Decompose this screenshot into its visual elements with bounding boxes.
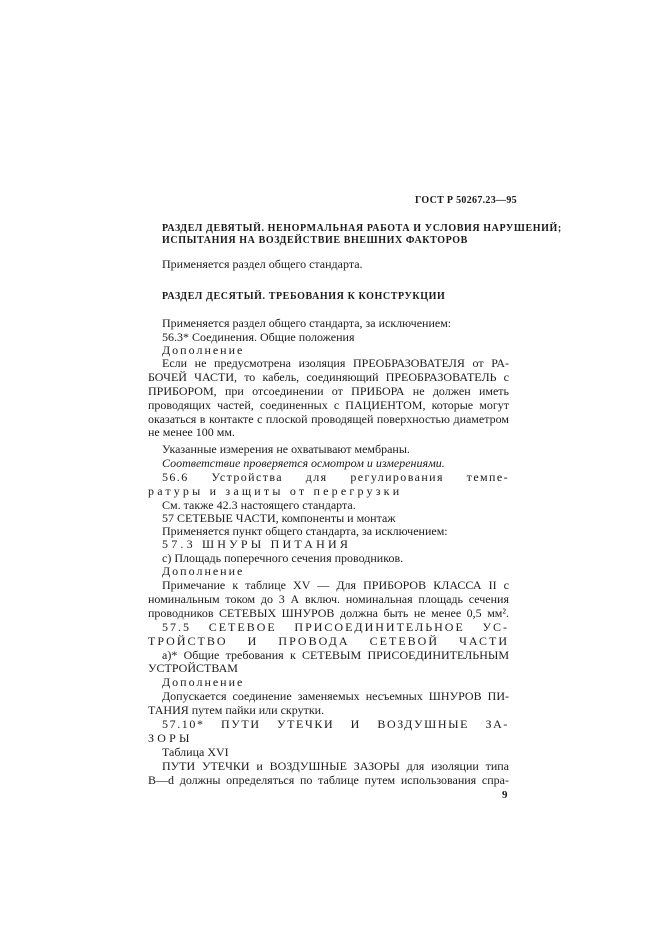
section-10-title: РАЗДЕЛ ДЕСЯТЫЙ. ТРЕБОВАНИЯ К КОНСТРУКЦИИ bbox=[162, 291, 446, 302]
paragraph-line: а)* Общие требования к СЕТЕВЫМ ПРИСОЕДИНИТЕЛЬНЫМ bbox=[162, 648, 509, 662]
paragraph-line: проводящих частей, соединенных с ПАЦИЕНТОМ, которые могут bbox=[148, 398, 509, 412]
paragraph-line: с) Площадь поперечного сечения проводников. bbox=[162, 551, 404, 565]
standard-header: ГОСТ Р 50267.23—95 bbox=[415, 195, 517, 206]
paragraph-line: Примечание к таблице XV — Для ПРИБОРОВ КЛАССА II с bbox=[162, 578, 509, 592]
section-9-title-line1: РАЗДЕЛ ДЕВЯТЫЙ. НЕНОРМАЛЬНАЯ РАБОТА И УСЛОВИЯ НАРУШЕНИЙ; bbox=[162, 223, 562, 234]
paragraph-line: Указанные измерения не охватывают мембраны. bbox=[162, 442, 410, 456]
paragraph-line: УСТРОЙСТВАМ bbox=[148, 661, 238, 675]
table-reference: Таблица XVI bbox=[162, 745, 229, 759]
addition-label: Дополнение bbox=[162, 343, 245, 357]
section-9-text: Применяется раздел общего стандарта. bbox=[162, 257, 363, 271]
clause-heading: 57.10* ПУТИ УТЕЧКИ И ВОЗДУШНЫЕ ЗА- bbox=[162, 717, 509, 731]
paragraph-line: не менее 100 мм. bbox=[148, 425, 235, 439]
clause-heading: 57.3 ШНУРЫ ПИТАНИЯ bbox=[162, 537, 352, 551]
addition-label: Дополнение bbox=[162, 564, 245, 578]
clause-heading: 56.6 Устройства для регулирования темпе- bbox=[162, 470, 509, 484]
clause-heading: 57.5 СЕТЕВОЕ ПРИСОЕДИНИТЕЛЬНОЕ УС- bbox=[162, 620, 509, 634]
paragraph-line: оказаться в контакте с плоской проводящей поверхностью диаметром bbox=[148, 412, 509, 426]
paragraph-line: В—d должны определяться по таблице путем использования спра- bbox=[148, 773, 509, 787]
clause-heading: ЗОРЫ bbox=[148, 731, 193, 745]
paragraph-line: Допускается соединение заменяемых несъемных ШНУРОВ ПИ- bbox=[162, 689, 509, 703]
page-number: 9 bbox=[502, 789, 508, 801]
clause-heading: 57 СЕТЕВЫЕ ЧАСТИ, компоненты и монтаж bbox=[162, 511, 396, 525]
paragraph-line: Если не предусмотрена изоляция ПРЕОБРАЗОВАТЕЛЯ от РА- bbox=[162, 356, 509, 370]
paragraph-line: ТАНИЯ путем пайки или скрутки. bbox=[148, 703, 325, 717]
paragraph-line: ПРИБОРОМ, при отсоединении от ПРИБОРА не должен иметь bbox=[148, 384, 509, 398]
paragraph-line: проводников СЕТЕВЫХ ШНУРОВ должна быть не менее 0,5 мм². bbox=[148, 606, 509, 620]
clause-heading: ратуры и защиты от перегрузки bbox=[148, 484, 403, 498]
clause-heading: ТРОЙСТВО И ПРОВОДА СЕТЕВОЙ ЧАСТИ bbox=[148, 634, 509, 648]
paragraph-line: номинальным током до 3 А включ. номинальная площадь сечения bbox=[148, 592, 509, 606]
paragraph-line: Применяется пункт общего стандарта, за исключением: bbox=[162, 524, 448, 538]
paragraph-line: Применяется раздел общего стандарта, за исключением: bbox=[162, 316, 452, 330]
compliance-note: Соответствие проверяется осмотром и измерениями. bbox=[162, 456, 445, 470]
paragraph-line: См. также 42.3 настоящего стандарта. bbox=[162, 498, 356, 512]
clause-heading: 56.3* Соединения. Общие положения bbox=[162, 330, 355, 344]
addition-label: Дополнение bbox=[162, 675, 245, 689]
paragraph-line: ПУТИ УТЕЧКИ и ВОЗДУШНЫЕ ЗАЗОРЫ для изоляции типа bbox=[162, 759, 509, 773]
section-9-title-line2: ИСПЫТАНИЯ НА ВОЗДЕЙСТВИЕ ВНЕШНИХ ФАКТОРОВ bbox=[162, 235, 468, 246]
paragraph-line: БОЧЕЙ ЧАСТИ, то кабель, соединяющий ПРЕОБРАЗОВАТЕЛЬ с bbox=[148, 370, 509, 384]
